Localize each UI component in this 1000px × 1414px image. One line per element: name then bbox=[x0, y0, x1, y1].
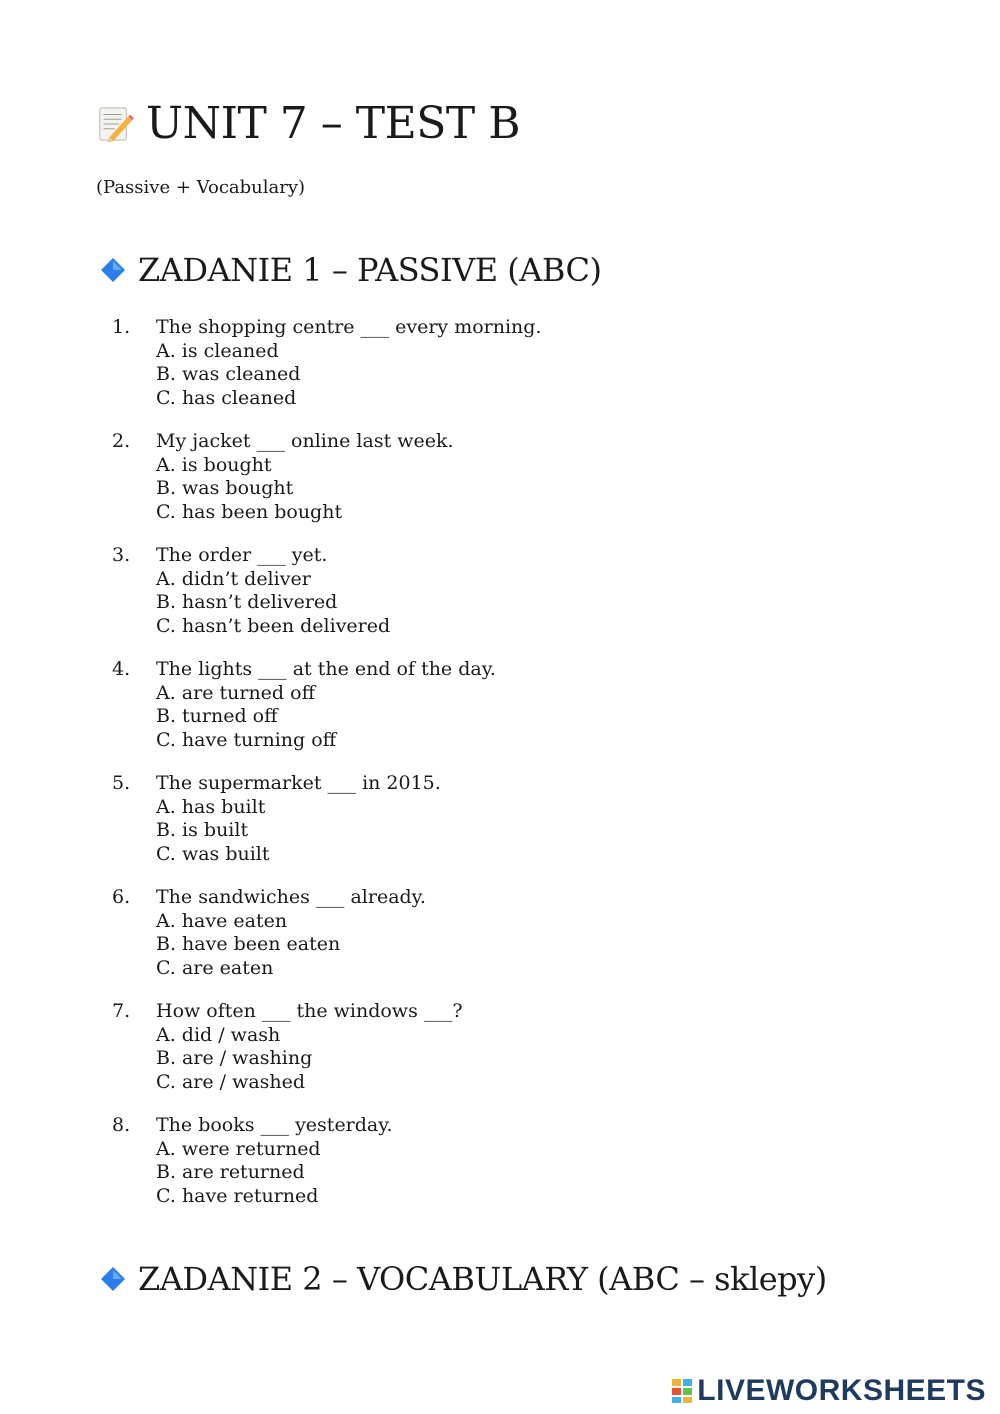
answer-option: C. are eaten bbox=[156, 956, 274, 979]
answer-option: C. has been bought bbox=[156, 500, 343, 523]
answer-option: C. has cleaned bbox=[156, 386, 297, 409]
section-2-heading bbox=[100, 1259, 827, 1299]
answer-option: B. are returned bbox=[156, 1161, 305, 1183]
answer-option: A. is cleaned bbox=[156, 339, 279, 362]
logo-text: LIVEWORKSHEETS bbox=[697, 1374, 986, 1407]
answer-option: B. are / washing bbox=[156, 1047, 313, 1069]
question-number: 7. bbox=[112, 1000, 131, 1022]
question-text: The shopping centre ___ every morning. bbox=[156, 316, 542, 338]
section-2-heading-text: ZADANIE 2 – VOCABULARY (ABC – sklepy) bbox=[138, 1260, 827, 1298]
page-title bbox=[96, 96, 520, 152]
question-number: 5. bbox=[112, 772, 131, 794]
question-number: 3. bbox=[112, 544, 131, 566]
answer-option: A. did / wash bbox=[156, 1023, 281, 1046]
question-item bbox=[112, 772, 932, 866]
question-item bbox=[112, 658, 932, 752]
answer-option: C. have turning off bbox=[156, 728, 337, 751]
question-text: The books ___ yesterday. bbox=[156, 1114, 393, 1136]
answer-option: A. were returned bbox=[156, 1137, 321, 1160]
answer-option: C. have returned bbox=[156, 1184, 319, 1207]
question-number: 6. bbox=[112, 886, 131, 908]
answer-option: B. have been eaten bbox=[156, 933, 341, 955]
answer-option: A. are turned off bbox=[156, 681, 316, 704]
blue-diamond-icon bbox=[100, 1266, 126, 1292]
question-number: 1. bbox=[112, 316, 131, 338]
answer-option: C. was built bbox=[156, 842, 270, 865]
question-item bbox=[112, 1000, 932, 1094]
question-item bbox=[112, 430, 932, 524]
answer-option: A. have eaten bbox=[156, 909, 288, 932]
answer-option: A. is bought bbox=[156, 453, 272, 476]
question-text: The supermarket ___ in 2015. bbox=[156, 772, 441, 794]
title-text: UNIT 7 – TEST B bbox=[146, 98, 521, 149]
answer-option: B. was bought bbox=[156, 477, 294, 499]
liveworksheets-logo bbox=[671, 1374, 986, 1408]
liveworksheets-mark-icon bbox=[671, 1378, 693, 1404]
question-text: The order ___ yet. bbox=[156, 544, 328, 566]
question-text: My jacket ___ online last week. bbox=[156, 430, 454, 452]
question-number: 4. bbox=[112, 658, 131, 680]
subtitle: (Passive + Vocabulary) bbox=[96, 177, 306, 198]
answer-option: B. hasn’t delivered bbox=[156, 591, 338, 613]
answer-option: B. was cleaned bbox=[156, 363, 301, 385]
question-item bbox=[112, 544, 932, 638]
question-text: The lights ___ at the end of the day. bbox=[156, 658, 496, 680]
question-number: 2. bbox=[112, 430, 131, 452]
answer-option: C. are / washed bbox=[156, 1070, 306, 1093]
question-text: How often ___ the windows ___? bbox=[156, 1000, 463, 1022]
question-item bbox=[112, 886, 932, 980]
question-number: 8. bbox=[112, 1114, 131, 1136]
answer-option: B. is built bbox=[156, 819, 249, 841]
answer-option: B. turned off bbox=[156, 705, 278, 727]
section-1-heading bbox=[100, 250, 601, 290]
section-1-heading-text: ZADANIE 1 – PASSIVE (ABC) bbox=[138, 251, 602, 289]
blue-diamond-icon bbox=[100, 257, 126, 283]
answer-option: C. hasn’t been delivered bbox=[156, 614, 391, 637]
memo-icon bbox=[96, 105, 134, 143]
question-item bbox=[112, 1114, 932, 1208]
question-item bbox=[112, 316, 932, 410]
question-list bbox=[112, 316, 932, 1228]
answer-option: A. didn’t deliver bbox=[156, 567, 311, 590]
answer-option: A. has built bbox=[156, 795, 266, 818]
question-text: The sandwiches ___ already. bbox=[156, 886, 426, 908]
